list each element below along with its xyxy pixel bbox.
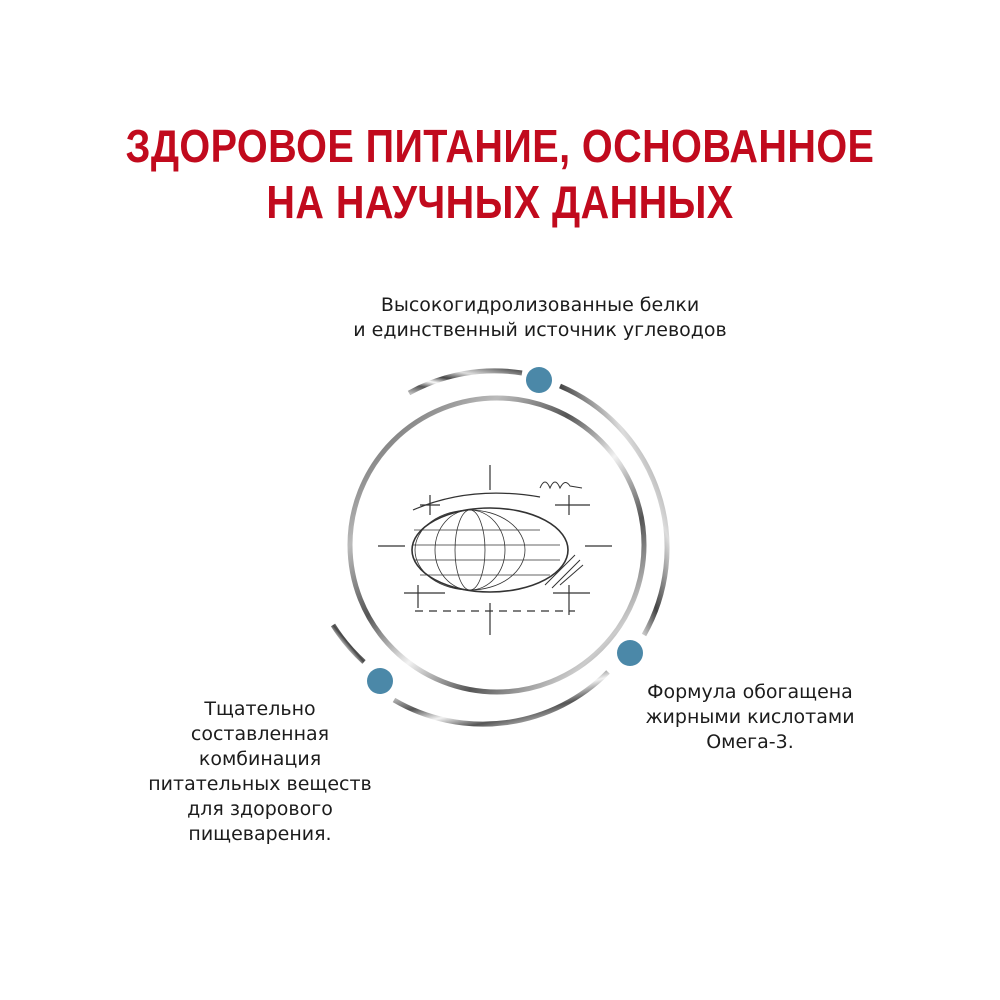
title-line-1: ЗДОРОВОЕ ПИТАНИЕ, ОСНОВАННОЕ: [125, 120, 875, 172]
feature-text-line: Формула обогащена: [647, 681, 853, 703]
feature-text-line: и единственный источник углеводов: [353, 319, 727, 341]
outer-ring-arc-top: [409, 371, 522, 393]
outer-ring-arc-left: [333, 625, 364, 662]
feature-text-line: составленная: [190, 723, 330, 745]
feature-text-line: питательных веществ: [148, 773, 372, 795]
feature-text-line: Высокогидролизованные белки: [380, 294, 700, 316]
feature-text-line: жирными кислотами: [645, 706, 855, 728]
title-line-2: НА НАУЧНЫХ ДАННЫХ: [266, 176, 734, 228]
feature-text-line: комбинация: [198, 748, 322, 770]
feature-text-line: Омега-3.: [706, 731, 794, 753]
feature-omega-3: [620, 680, 880, 755]
marker-dot-top: [526, 367, 552, 393]
marker-dot-right: [617, 640, 643, 666]
feature-text-line: пищеварения.: [188, 823, 332, 845]
marker-dot-left: [367, 668, 393, 694]
feature-text-line: Тщательно: [204, 698, 316, 720]
outer-ring-arc-bottom: [394, 672, 608, 724]
feature-nutrient-combination: [120, 697, 400, 847]
kibble-sketch-icon: [378, 465, 612, 635]
feature-text-line: для здорового: [187, 798, 333, 820]
